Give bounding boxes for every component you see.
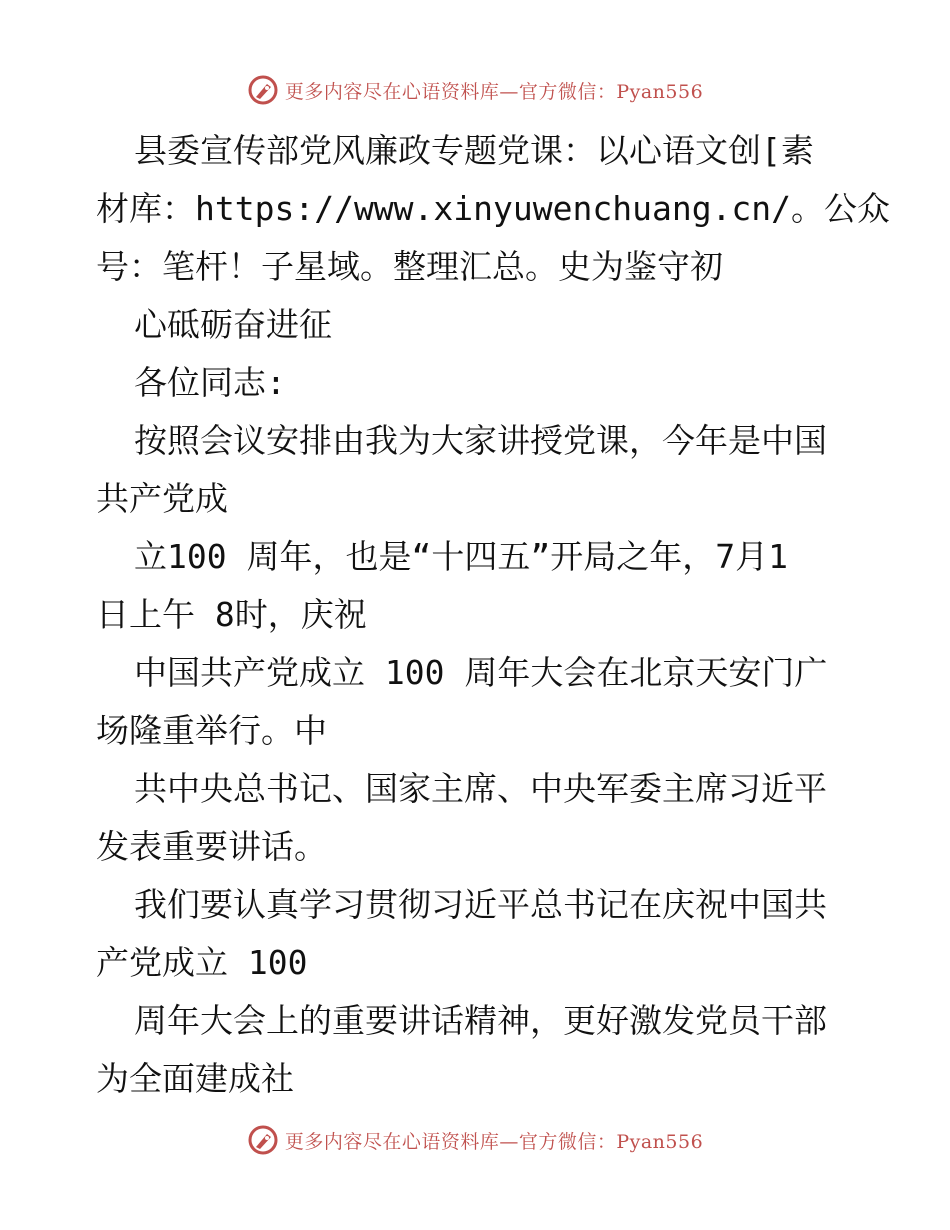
footer-banner-text: 更多内容尽在心语资料库—官方微信：Pyan556 [284, 1130, 704, 1153]
doc-line: 我们要认真学习贯彻习近平总书记在庆祝中国共 [134, 885, 827, 924]
doc-line: 各位同志: [134, 363, 286, 402]
doc-line: 中国共产党成立 100 周年大会在北京天安门广 [134, 653, 828, 692]
pen-nib-icon [247, 74, 279, 106]
pen-nib-icon [247, 1124, 279, 1156]
doc-line: 场隆重举行。中 [96, 711, 327, 750]
doc-line: 共产党成 [96, 479, 228, 518]
doc-line: 共中央总书记、国家主席、中央军委主席习近平 [134, 769, 827, 808]
doc-line: 发表重要讲话。 [96, 827, 327, 866]
doc-line: 材库：https://www.xinyuwenchuang.cn/。公众 [96, 189, 891, 228]
doc-line: 产党成立 100 [96, 943, 308, 982]
doc-line: 周年大会上的重要讲话精神，更好激发党员干部 [134, 1001, 827, 1040]
doc-line: 按照会议安排由我为大家讲授党课，今年是中国 [134, 421, 827, 460]
doc-line: 日上午 8时，庆祝 [96, 595, 367, 634]
header-banner-text: 更多内容尽在心语资料库—官方微信：Pyan556 [284, 80, 704, 103]
doc-line: 立100 周年，也是“十四五”开局之年，7月1 [134, 537, 788, 576]
doc-line: 号：笔杆！子星域。整理汇总。史为鉴守初 [96, 247, 723, 286]
header-banner [0, 70, 950, 110]
doc-line: 为全面建成社 [96, 1059, 294, 1098]
doc-line: 心砥砺奋进征 [134, 305, 332, 344]
doc-line: 县委宣传部党风廉政专题党课：以心语文创[素 [134, 131, 814, 170]
document-body [96, 122, 891, 1108]
footer-banner [0, 1120, 950, 1160]
